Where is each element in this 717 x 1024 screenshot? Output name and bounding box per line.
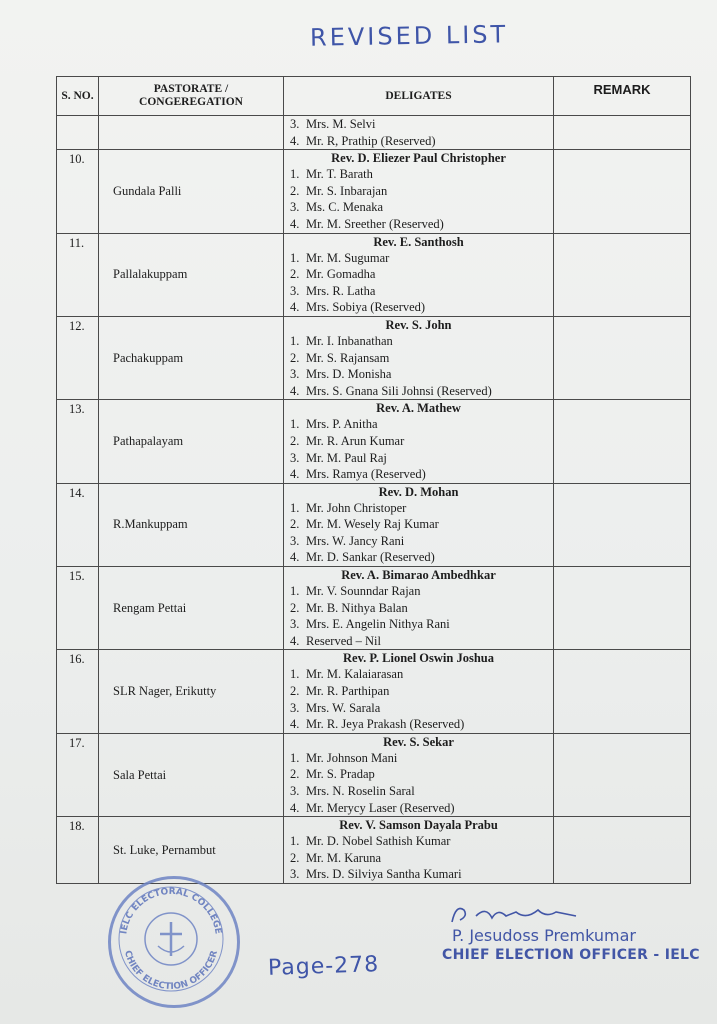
- handwritten-title: REVISED LIST: [309, 20, 509, 52]
- delegate-item: [284, 700, 553, 717]
- delegate-item: [284, 683, 553, 700]
- reverend-name: Rev. P. Lionel Oswin Joshua: [343, 651, 494, 666]
- delegate-number: 2.: [290, 350, 300, 365]
- delegate-name: Mrs. D. Monisha: [306, 367, 392, 382]
- row-number: 16.: [57, 650, 99, 733]
- delegate-name: Mrs. N. Roselin Saral: [306, 784, 415, 798]
- delegate-number: 3.: [290, 700, 300, 715]
- signature-title: CHIEF ELECTION OFFICER - IELC: [442, 947, 700, 963]
- table-row: [57, 650, 691, 733]
- delegate-number: 1.: [290, 750, 300, 765]
- delegates-cell: [284, 233, 554, 316]
- header-sno: S. NO.: [57, 77, 99, 116]
- pastorate-name: St. Luke, Pernambut: [99, 817, 284, 884]
- delegate-name: Mr. S. Inbarajan: [306, 183, 388, 198]
- delegate-number: 3.: [290, 784, 300, 798]
- pastorate-name: Sala Pettai: [99, 733, 284, 816]
- delegate-number: 1.: [290, 500, 300, 515]
- delegate-number: 4.: [290, 216, 300, 231]
- delegate-name: Mr. V. Sounndar Rajan: [306, 584, 421, 599]
- reverend-name: Rev. V. Samson Dayala Prabu: [339, 818, 498, 833]
- delegate-name: Mr. M. Sreether (Reserved): [306, 216, 444, 231]
- delegate-item: [284, 466, 553, 483]
- delegate-number: 2.: [290, 600, 300, 615]
- pastorate-name: SLR Nager, Erikutty: [99, 650, 284, 733]
- delegate-name: Mr. I. Inbanathan: [306, 333, 393, 348]
- delegate-name: Mrs. Sobiya (Reserved): [306, 300, 426, 315]
- delegate-name: Mrs. W. Sarala: [306, 700, 381, 715]
- delegate-number: 3.: [290, 200, 300, 215]
- delegate-name: Mr. Merycy Laser (Reserved): [306, 800, 455, 815]
- delegate-name: Mr. D. Nobel Sathish Kumar: [306, 834, 451, 849]
- table-row: [57, 733, 691, 816]
- delegate-name: Mr. T. Barath: [306, 167, 373, 182]
- delegate-item: [284, 500, 553, 517]
- delegate-number: 4.: [290, 550, 300, 565]
- table-body: [57, 116, 691, 884]
- reverend-name: Rev. S. John: [385, 317, 452, 332]
- delegate-item: [284, 333, 553, 350]
- delegates-cell: [284, 483, 554, 566]
- table-row: [57, 400, 691, 483]
- reverend-name: Rev. D. Eliezer Paul Christopher: [331, 151, 506, 166]
- delegate-item: [284, 383, 553, 400]
- delegates-cell: [284, 316, 554, 399]
- delegate-name: Ms. C. Menaka: [306, 200, 384, 215]
- table-row: [57, 817, 691, 884]
- delegate-name: Mrs. R. Latha: [306, 283, 376, 298]
- delegate-name: Reserved – Nil: [306, 633, 381, 648]
- delegates-cell: [284, 733, 554, 816]
- delegate-number: 1.: [290, 834, 300, 849]
- delegate-name: Mr. M. Karuna: [306, 850, 381, 865]
- delegate-number: 1.: [290, 667, 300, 682]
- delegate-item: [284, 833, 553, 850]
- remark-cell: [554, 650, 691, 733]
- delegates-table: [56, 76, 691, 884]
- delegate-number: 1.: [290, 250, 300, 265]
- delegate-item: [284, 549, 553, 566]
- delegate-number: 2.: [290, 433, 300, 448]
- delegate-name: Mr. John Christoper: [306, 500, 407, 515]
- remark-cell: [554, 567, 691, 650]
- row-number: 14.: [57, 483, 99, 566]
- delegate-item: [284, 783, 553, 800]
- seal-ring-text: [108, 876, 234, 1002]
- row-number: 17.: [57, 733, 99, 816]
- header-delegates: DELIGATES: [284, 77, 554, 116]
- pastorate-name: Rengam Pettai: [99, 567, 284, 650]
- delegate-item: [284, 250, 553, 267]
- row-number: 13.: [57, 400, 99, 483]
- header-pastorate: PASTORATE / CONGEREGATION: [99, 77, 284, 116]
- row-number: 15.: [57, 567, 99, 650]
- delegate-item: [284, 716, 553, 733]
- delegate-item: [284, 600, 553, 617]
- delegate-name: Mr. M. Sugumar: [306, 250, 390, 265]
- delegate-name: Mr. R. Parthipan: [306, 684, 390, 699]
- delegate-item: [284, 199, 553, 216]
- delegate-number: 2.: [290, 183, 300, 198]
- signature-scribble-icon: [446, 902, 646, 926]
- reverend-name: Rev. D. Mohan: [378, 484, 459, 499]
- delegate-item: [284, 533, 553, 550]
- delegate-item: [284, 516, 553, 533]
- delegate-item: [284, 866, 553, 883]
- delegate-item: [284, 299, 553, 316]
- delegate-item: [284, 366, 553, 383]
- reverend-name: Rev. A. Mathew: [376, 401, 461, 416]
- remark-cell: [554, 400, 691, 483]
- row-number: 18.: [57, 817, 99, 884]
- seal-bottom-text: CHIEF ELECTION OFFICER: [121, 949, 221, 993]
- delegate-number: 3.: [290, 533, 300, 548]
- delegate-name: Mr. M. Wesely Raj Kumar: [306, 517, 439, 532]
- delegate-item: [284, 166, 553, 183]
- delegate-item: [284, 800, 553, 817]
- delegate-name: Mrs. W. Jancy Rani: [306, 533, 405, 548]
- delegate-item: [284, 616, 553, 633]
- delegate-name: Mr. B. Nithya Balan: [306, 600, 408, 615]
- row-number: [57, 116, 99, 150]
- delegates-cell: [284, 567, 554, 650]
- delegate-number: 3.: [290, 283, 300, 298]
- pastorate-name: R.Mankuppam: [99, 483, 284, 566]
- row-number: 10.: [57, 150, 99, 233]
- table-row: [57, 483, 691, 566]
- delegate-name: Mr. Johnson Mani: [306, 750, 398, 765]
- delegate-item: [284, 133, 553, 150]
- delegate-number: 3.: [290, 117, 300, 131]
- delegates-cell: [284, 116, 554, 150]
- remark-cell: [554, 150, 691, 233]
- delegate-number: 4.: [290, 300, 300, 315]
- table-row: [57, 567, 691, 650]
- delegate-item: [284, 116, 553, 133]
- pastorate-name: Pallalakuppam: [99, 233, 284, 316]
- delegate-item: [284, 666, 553, 683]
- delegates-cell: [284, 817, 554, 884]
- delegate-name: Mr. S. Rajansam: [306, 350, 390, 365]
- delegate-number: 2.: [290, 684, 300, 699]
- delegate-number: 3.: [290, 867, 300, 882]
- delegate-name: Mrs. Ramya (Reserved): [306, 467, 426, 482]
- delegate-name: Mr. S. Pradap: [306, 767, 375, 782]
- delegates-cell: [284, 400, 554, 483]
- delegate-number: 2.: [290, 517, 300, 532]
- remark-cell: [554, 116, 691, 150]
- table-row: [57, 116, 691, 150]
- pastorate-name: [99, 116, 284, 150]
- delegate-item: [284, 350, 553, 367]
- header-remark: REMARK: [554, 77, 691, 116]
- delegate-number: 2.: [290, 267, 300, 282]
- delegate-number: 4.: [290, 383, 300, 398]
- delegate-number: 1.: [290, 584, 300, 599]
- row-number: 11.: [57, 233, 99, 316]
- delegate-name: Mr. M. Paul Raj: [306, 450, 387, 465]
- delegate-number: 3.: [290, 367, 300, 382]
- delegate-name: Mrs. E. Angelin Nithya Rani: [306, 617, 450, 632]
- remark-cell: [554, 233, 691, 316]
- delegate-number: 4.: [290, 717, 300, 732]
- cross-icon: [160, 922, 182, 956]
- delegate-number: 1.: [290, 417, 300, 432]
- table-row: [57, 316, 691, 399]
- remark-cell: [554, 733, 691, 816]
- table-header-row: [57, 77, 691, 116]
- remark-cell: [554, 483, 691, 566]
- delegate-item: [284, 433, 553, 450]
- delegate-name: Mrs. S. Gnana Sili Johnsi (Reserved): [306, 383, 492, 398]
- delegate-number: 2.: [290, 850, 300, 865]
- pastorate-name: Gundala Palli: [99, 150, 284, 233]
- delegate-name: Mr. M. Kalaiarasan: [306, 667, 404, 682]
- delegate-number: 4.: [290, 633, 300, 648]
- delegate-number: 4.: [290, 467, 300, 482]
- delegate-item: [284, 850, 553, 867]
- delegate-name: Mrs. D. Silviya Santha Kumari: [306, 867, 462, 882]
- electoral-college-seal: [108, 876, 240, 1008]
- remark-cell: [554, 817, 691, 884]
- delegate-name: Mr. Gomadha: [306, 267, 376, 282]
- reverend-name: Rev. S. Sekar: [383, 734, 454, 749]
- pastorate-name: Pachakuppam: [99, 316, 284, 399]
- delegate-item: [284, 266, 553, 283]
- delegate-item: [284, 450, 553, 467]
- delegate-number: 3.: [290, 450, 300, 465]
- table-row: [57, 233, 691, 316]
- signature-block: [442, 902, 700, 963]
- delegate-item: [284, 633, 553, 650]
- seal-top-text: IELC ELECTORAL COLLEGE: [119, 886, 223, 935]
- delegate-item: [284, 183, 553, 200]
- delegate-item: [284, 766, 553, 783]
- pastorate-name: Pathapalayam: [99, 400, 284, 483]
- delegate-number: 1.: [290, 333, 300, 348]
- reverend-name: Rev. E. Santhosh: [373, 234, 464, 249]
- reverend-name: Rev. A. Bimarao Ambedhkar: [341, 568, 496, 583]
- delegate-item: [284, 283, 553, 300]
- delegate-name: Mrs. M. Selvi: [306, 117, 376, 131]
- delegate-number: 1.: [290, 167, 300, 182]
- delegate-name: Mr. R. Jeya Prakash (Reserved): [306, 717, 465, 732]
- delegate-number: 4.: [290, 133, 300, 148]
- delegate-number: 3.: [290, 617, 300, 632]
- delegate-name: Mr. R, Prathip (Reserved): [306, 133, 436, 148]
- delegate-name: Mr. R. Arun Kumar: [306, 433, 405, 448]
- delegate-name: Mr. D. Sankar (Reserved): [306, 550, 435, 565]
- delegates-cell: [284, 650, 554, 733]
- handwritten-page-note: Page-278: [267, 952, 380, 981]
- delegate-number: 4.: [290, 800, 300, 815]
- signature-name: P. Jesudoss Premkumar: [452, 926, 636, 945]
- delegate-item: [284, 416, 553, 433]
- remark-cell: [554, 316, 691, 399]
- table-row: [57, 150, 691, 233]
- delegate-item: [284, 216, 553, 233]
- delegate-item: [284, 583, 553, 600]
- delegate-number: 2.: [290, 767, 300, 782]
- delegates-cell: [284, 150, 554, 233]
- delegate-name: Mrs. P. Anitha: [306, 417, 378, 432]
- row-number: 12.: [57, 316, 99, 399]
- delegate-item: [284, 750, 553, 767]
